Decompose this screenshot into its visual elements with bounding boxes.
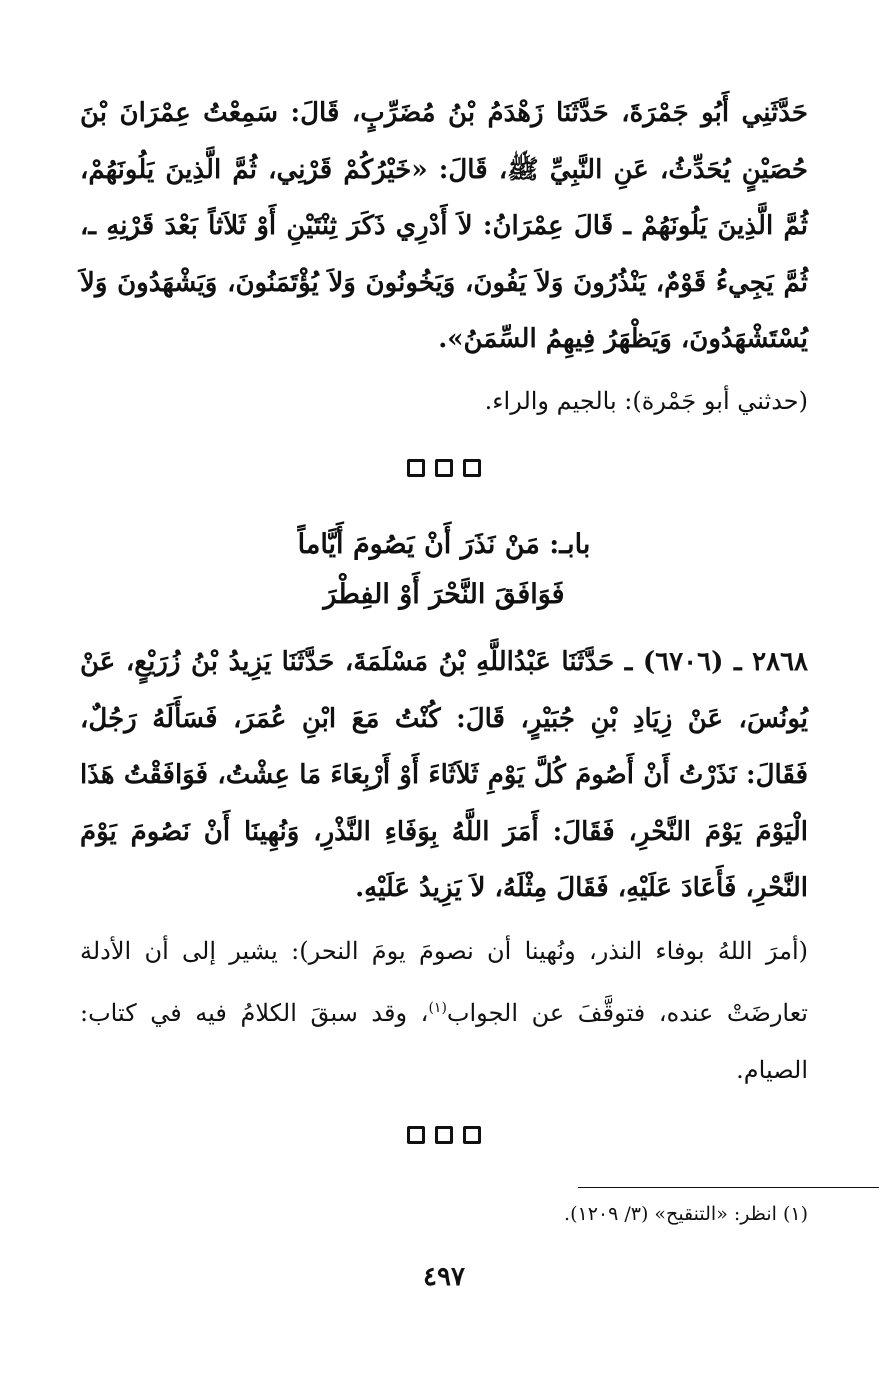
separator-square-icon <box>463 1126 481 1144</box>
commentary-note-2 <box>80 923 808 1099</box>
separator-square-icon <box>407 1126 425 1144</box>
separator-square-icon <box>435 1126 453 1144</box>
separator-square-icon <box>435 459 453 477</box>
separator-square-icon <box>463 459 481 477</box>
hadith-continuation-text: حَدَّثَنِي أَبُو جَمْرَةَ، حَدَّثَنَا زَهْدَمُ بْنُ مُضَرِّبٍ، قَالَ: سَمِعْتُ عِمْرَانَ بْنَ حُصَيْنٍ يُحَدِّثُ، عَنِ النَّبِيِّ ﷺ، قَالَ: «خَيْرُكُمْ قَرْنِي، ثُمَّ الَّذِينَ يَلُونَهُمْ، ثُمَّ الَّذِينَ يَلُونَهُمْ ـ قَالَ عِمْرَانُ: لاَ أَدْرِي ذَكَرَ ثِنْتَيْنِ أَوْ ثَلاَثاً بَعْدَ قَرْنِهِ ـ، ثُمَّ يَجِيءُ قَوْمٌ، يَنْذُرُونَ وَلاَ يَفُونَ، وَيَخُونُونَ وَلاَ يُؤْتَمَنُونَ، وَيَشْهَدُونَ وَلاَ يُسْتَشْهَدُونَ، وَيَظْهَرُ فِيهِمُ السِّمَنُ». <box>80 98 808 354</box>
footnote-divider <box>578 1187 879 1188</box>
page-number: ٤٩٧ <box>423 1262 465 1292</box>
book-page <box>80 0 808 1381</box>
chapter-heading-line-1: بابـ: مَنْ نَذَرَ أَنْ يَصُومَ أَيَّاماً <box>297 529 591 560</box>
commentary-note-2-main: (أمرَ اللهُ بوفاء النذر، ونُهينا أن نصومَ يومَ النحر): يشير إلى أن الأدلة تعارضَتْ عنده، فتوقَّفَ عن الجواب <box>80 937 808 1027</box>
hadith-2868-text: ٢٨٦٨ ـ (٦٧٠٦) ـ حَدَّثَنَا عَبْدُاللَّهِ بْنُ مَسْلَمَةَ، حَدَّثَنَا يَزِيدُ بْنُ زُرَيْعٍ، عَنْ يُونُسَ، عَنْ زِيَادِ بْنِ جُبَيْرٍ، قَالَ: كُنْتُ مَعَ ابْنِ عُمَرَ، فَسَأَلَهُ رَجُلٌ، فَقَالَ: نَذَرْتُ أَنْ أَصُومَ كُلَّ يَوْمِ ثَلاَثَاءَ أَوْ أَرْبِعَاءَ مَا عِشْتُ، فَوَافَقْتُ هَذَا الْيَوْمَ يَوْمَ النَّحْرِ، فَقَالَ: أَمَرَ اللَّهُ بِوَفَاءِ النَّذْرِ، وَنُهِينَا أَنْ نَصُومَ يَوْمَ النَّحْرِ، فَأَعَادَ عَلَيْهِ، فَقَالَ مِثْلَهُ، لاَ يَزِيدُ عَلَيْهِ. <box>80 647 808 903</box>
footnote-text: (١) انظر: «التنقيح» (٣/ ١٢٠٩). <box>564 1203 808 1225</box>
footnote-reference: (١) <box>428 1000 447 1016</box>
separator-square-icon <box>407 459 425 477</box>
commentary-note-1: (حدثني أبو جَمْرة): بالجيم والراء. <box>484 387 808 415</box>
commentary-note-2-end: ، وقد سبقَ الكلامُ فيه في كتاب: الصيام. <box>80 999 808 1084</box>
chapter-heading-line-2: فَوَافَقَ النَّحْرَ أَوْ الفِطْرَ <box>323 579 565 610</box>
section-separator-bottom <box>80 1126 808 1148</box>
section-separator-top <box>80 459 808 481</box>
